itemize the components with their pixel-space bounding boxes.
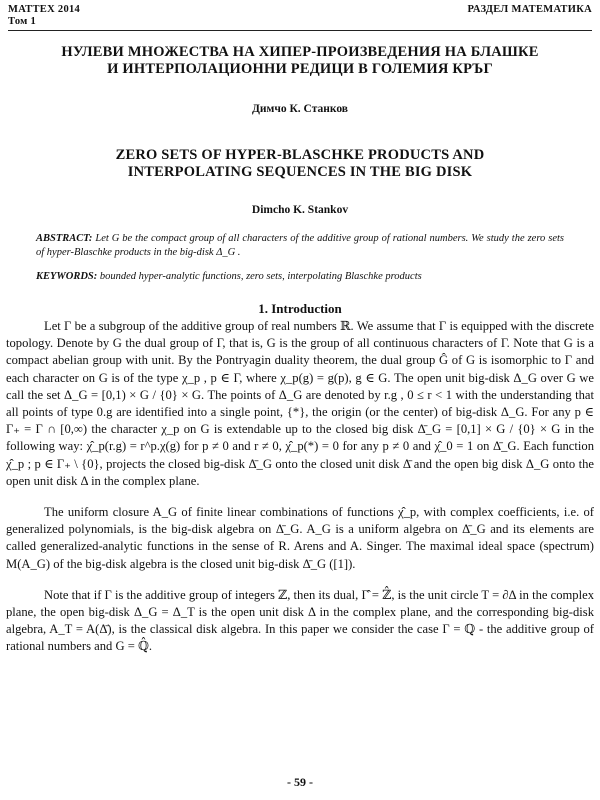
title-bulgarian-line-1: НУЛЕВИ МНОЖЕСТВА НА ХИПЕР-ПРОИЗВЕДЕНИЯ НА БЛАШКЕ	[61, 44, 539, 60]
keywords-text: bounded hyper-analytic functions, zero sets, interpolating Blaschke products	[99, 271, 422, 282]
running-header-left	[8, 4, 80, 28]
abstract-text: Let G be the compact group of all characters of the additive group of rational numbers. We study the zero sets of hyper-Blaschke products in the big-disk Δ_G .	[36, 233, 564, 258]
body-text	[6, 318, 594, 656]
abstract	[36, 232, 564, 259]
paragraph: The uniform closure A_G of finite linear combinations of functions χ̂_p, with complex coefficients, i.e. of generalized polynomials, is the big-disk algebra on Δ̄_G. A_G is a uniform algebra on Δ̄_G and its elements are called generalized-analytic functions in the sense of R. Arens and A. Singer. The maximal ideal space (spectrum) M(A_G) of the big-disk algebra is the closed unit big-disk Δ̄_G ([1]).	[6, 505, 594, 571]
running-header-right: РАЗДЕЛ МАТЕМАТИКА	[467, 4, 592, 15]
section-heading: 1. Introduction	[258, 301, 342, 316]
title-english-line-1: ZERO SETS OF HYPER-BLASCHKE PRODUCTS AND	[115, 147, 485, 163]
title-bulgarian-line-2: И ИНТЕРПОЛАЦИОННИ РЕДИЦИ В ГОЛЕМИЯ КРЪГ	[107, 61, 493, 77]
page-number: - 59 -	[287, 775, 313, 789]
author-bulgarian: Димчо К. Станков	[251, 103, 349, 115]
volume-label: Том 1	[8, 16, 37, 27]
keywords	[36, 270, 564, 284]
title-bulgarian	[0, 44, 600, 78]
header-rule	[8, 30, 592, 31]
author-english: Dimcho K. Stankov	[251, 204, 349, 216]
abstract-label: ABSTRACT:	[36, 233, 93, 244]
title-english	[0, 147, 600, 181]
title-english-line-2: INTERPOLATING SEQUENCES IN THE BIG DISK	[127, 164, 473, 180]
paragraph: Let Γ be a subgroup of the additive group of real numbers ℝ. We assume that Γ is equipped with the discrete topology. Denote by G the dual group of Γ, that is, G is the group of all continuous characters of Γ. Note that G is a compact abelian group with unit. By the Pontryagin duality theorem, the dual group Ĝ of G is isomorphic to Γ and each character on G is of the type χ_p , p ∈ Γ, where χ_p(g) = g(p), g ∈ G. The open unit big-disk Δ_G over G we call the set Δ_G = [0,1) × G / {0} × G. The points of Δ_G are denoted by r.g , 0 ≤ r < 1 with the understanding that all points of type 0.g are identified into a single point, {*}, the origin (or the center) of big-disk Δ_G. For any p ∈ Γ₊ = Γ ∩ [0,∞) the character χ_p on G is extendable up to the closed big disk Δ̄_G = [0,1] × G / {0} × G in the following way: χ̂_p(r.g) = r^p.χ(g) for p ≠ 0 and r ≠ 0, χ̂_p(*) = 0 for any p ≠ 0 and χ̂_0 = 1 on Δ̄_G. Each function χ̂_p ; p ∈ Γ₊ \ {0}, projects the closed big-disk Δ̄_G onto the closed unit disk Δ̄ and the open big disk Δ_G onto the open unit disk Δ in the complex plane.	[6, 319, 594, 488]
keywords-label: KEYWORDS:	[36, 271, 98, 282]
paragraph: Note that if Γ is the additive group of integers ℤ, then its dual, Γ̂ = ℤ̂, is the unit circle T = ∂Δ in the complex plane, the open big-disk Δ_G = Δ_T is the open unit disk Δ in the complex plane, and the corresponding big-disk algebra, A_T = A(Δ̄), is the classical disk algebra. In this paper we consider the case Γ = ℚ - the additive group of rational numbers and G = ℚ̂.	[6, 587, 594, 654]
journal-name: МАТТЕХ 2014	[8, 4, 81, 15]
